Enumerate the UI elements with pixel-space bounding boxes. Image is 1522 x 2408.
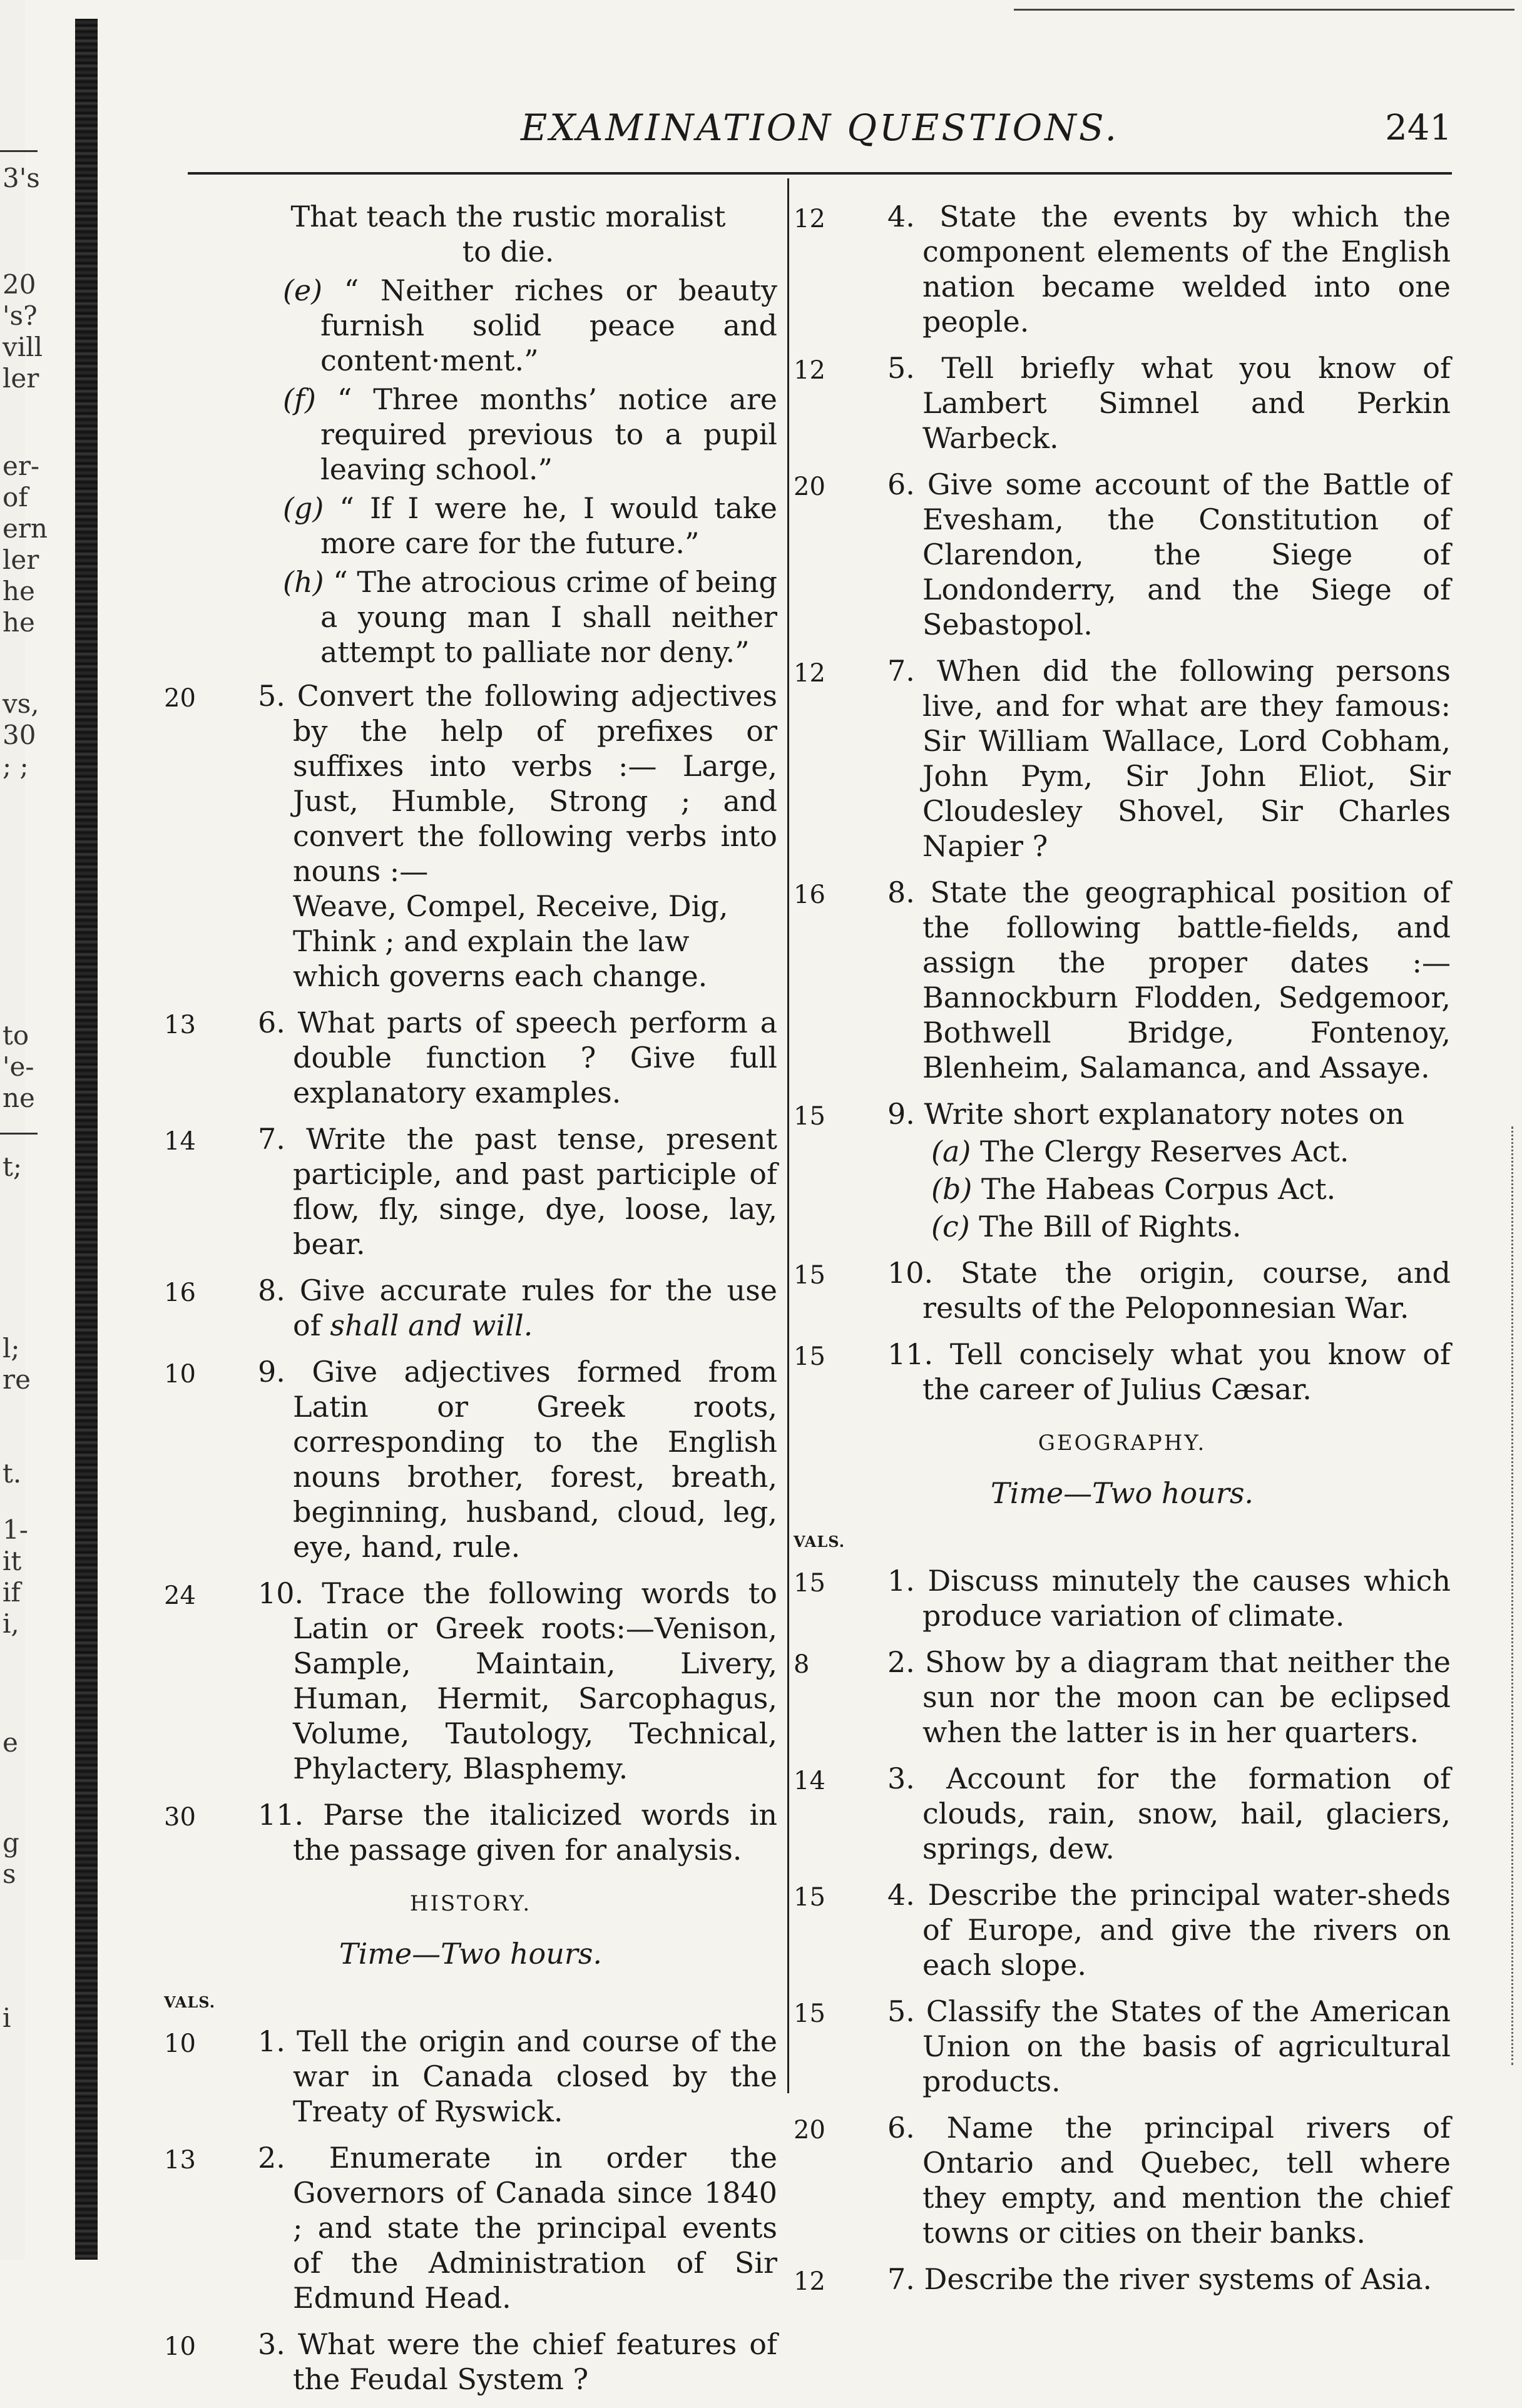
question (794, 1255, 1451, 1325)
question-text: State the events by which the component elements of the English nation became welded into one people. (922, 200, 1451, 339)
question-marks: 24 (164, 1581, 196, 1610)
item-label: (c) (931, 1210, 970, 1243)
question-number: 2. (258, 2141, 285, 2175)
edge-fragment: vs, (3, 688, 39, 719)
question-number: 1. (258, 2024, 285, 2058)
item-label: (a) (931, 1135, 971, 1168)
question-marks: 10 (164, 1360, 196, 1389)
question (794, 2110, 1451, 2250)
question-text: Give adjectives formed from Latin or Greek roots, corresponding to the English nouns brother, forest, breath, beginning, husband, cloud, leg, eye, hand, rule. (293, 1355, 777, 1564)
edge-fragment: 1- (3, 1514, 28, 1545)
question-marks: 10 (164, 2029, 196, 2058)
item-label: (e) (283, 273, 323, 307)
question-italic-text: shall and will. (330, 1309, 533, 1342)
question (164, 1005, 777, 1110)
question-number: 2. (887, 1645, 915, 1679)
question (794, 350, 1451, 456)
question-text: When did the following persons live, and for what are they famous: Sir William Wallace, Lord Cobham, John Pym, Sir John Eliot, Sir Cloudesley Shovel, Sir Charles Napier ? (922, 654, 1451, 863)
question-marks: 13 (164, 2146, 196, 2175)
question-number: 7. (887, 654, 915, 688)
question-text: Account for the formation of clouds, rain, snow, hail, glaciers, springs, dew. (922, 1762, 1451, 1865)
question-marks: 16 (164, 1278, 196, 1307)
question-marks: 14 (794, 1767, 825, 1795)
question-marks: 12 (794, 2267, 825, 2296)
edge-rule (0, 150, 38, 152)
question-number: 10. (887, 1256, 934, 1290)
question-marks: 8 (794, 1650, 810, 1679)
question-text: Convert the following adjectives by the help of prefixes or suffixes into verbs :— Large, Just, Humble, Strong ; and convert the following verbs into nouns :— (293, 679, 778, 888)
question-number: 3. (258, 2327, 285, 2361)
question (794, 875, 1451, 1085)
question-number: 4. (887, 200, 915, 233)
question-marks: 14 (164, 1127, 196, 1156)
question-number: 4. (887, 1878, 915, 1912)
edge-fragment: ler (3, 544, 39, 575)
question (164, 1797, 777, 1867)
question (794, 653, 1451, 864)
running-title: EXAMINATION QUESTIONS. (520, 106, 1120, 149)
question-marks: 15 (794, 1883, 825, 1912)
edge-fragment: re (3, 1364, 31, 1395)
question-marks: 15 (794, 1342, 825, 1371)
question (164, 1121, 777, 1262)
question-number: 11. (887, 1337, 934, 1371)
question-marks: 15 (794, 1569, 825, 1598)
question (164, 678, 777, 994)
edge-fragment: 's? (3, 300, 38, 331)
question-number: 7. (258, 1122, 285, 1156)
edge-fragment: s (3, 1859, 16, 1889)
question-text: What parts of speech perform a double function ? Give full explanatory examples. (293, 1006, 777, 1110)
verse-line: That teach the rustic moralist (290, 200, 726, 233)
edge-fragment: l; (3, 1333, 20, 1364)
item-text: “ Neither riches or beauty furnish solid peace and content·ment.” (320, 273, 778, 377)
question-marks: 12 (794, 356, 825, 385)
question (794, 1994, 1451, 2099)
edge-fragment: he (3, 576, 35, 606)
question-text: State the origin, course, and results of the Peloponnesian War. (922, 1256, 1451, 1325)
question-text: Write short explanatory notes on (924, 1097, 1404, 1131)
edge-fragment: g (3, 1827, 19, 1858)
item-label: (b) (931, 1172, 973, 1206)
edge-fragment: if (3, 1577, 21, 1608)
question-number: 11. (258, 1798, 304, 1832)
question-marks: 30 (164, 1803, 196, 1832)
analysis-item (164, 564, 777, 670)
edge-fragment: ne (3, 1083, 35, 1113)
edge-fragment: of (3, 482, 28, 513)
left-column (164, 199, 777, 2408)
question-number: 6. (887, 2111, 915, 2145)
item-label: (g) (283, 491, 324, 525)
edge-fragment: 3's (3, 163, 40, 193)
question (794, 1563, 1451, 1633)
item-label: (f) (283, 382, 316, 416)
question-text: Tell the origin and course of the war in Canada closed by the Treaty of Ryswick. (293, 2024, 777, 2128)
edge-fragment: i (3, 2002, 11, 2033)
item-text: The Habeas Corpus Act. (981, 1172, 1336, 1206)
question (164, 2140, 777, 2315)
question (794, 467, 1451, 642)
edge-fragment: t. (3, 1458, 22, 1489)
question-marks: 20 (794, 2116, 825, 2145)
question (794, 199, 1451, 339)
note-item (931, 1171, 1451, 1207)
question-text: Name the principal rivers of Ontario and Quebec, tell where they empty, and mention the chief towns or cities on their banks. (922, 2111, 1451, 2250)
edge-fragment: t; (3, 1151, 23, 1182)
question (164, 1354, 777, 1564)
question-number: 1. (887, 1564, 915, 1598)
question (164, 1273, 777, 1343)
item-text: The Clergy Reserves Act. (979, 1135, 1349, 1168)
analysis-item (164, 273, 777, 378)
question-text: State the geographical position of the following battle-fields, and assign the proper dates :—Bannockburn Flodden, Sedgemoor, Bothwell Bridge, Fontenoy, Blenheim, Salamanca, and Assaye. (922, 875, 1451, 1084)
question-text: What were the chief features of the Feudal System ? (293, 2327, 777, 2396)
vals-label: VALS. (794, 1533, 845, 1551)
item-text: “ The atrocious crime of being a young man I shall neither attempt to palliate nor deny.” (320, 565, 777, 669)
binding-gutter (75, 19, 98, 2260)
question-number: 6. (258, 1006, 285, 1039)
question-marks: 15 (794, 1261, 825, 1290)
question (794, 1645, 1451, 1750)
question-text: Tell concisely what you know of the career of Julius Cæsar. (922, 1337, 1451, 1406)
item-text: “ Three months’ notice are required previous to a pupil leaving school.” (320, 382, 778, 486)
question-marks: 16 (794, 880, 825, 909)
question (164, 1576, 777, 1786)
edge-fragment: ler (3, 363, 39, 394)
edge-fragment: e (3, 1727, 18, 1758)
question (164, 2024, 777, 2129)
edge-rule (0, 1133, 38, 1135)
question-marks: 12 (794, 205, 825, 233)
header-rule (188, 172, 1452, 175)
question-marks: 13 (164, 1011, 196, 1039)
question-text: Enumerate in order the Governors of Canada since 1840 ; and state the principal events of the Administration of Sir Edmund Head. (293, 2141, 777, 2315)
edge-fragment: 'e- (3, 1051, 34, 1082)
question-number: 5. (887, 1994, 915, 2028)
question-text: Show by a diagram that neither the sun nor the moon can be eclipsed when the latter is in her quarters. (922, 1645, 1451, 1749)
section-title: HISTORY. (409, 1891, 532, 1916)
question (794, 1096, 1451, 1131)
note-item (931, 1134, 1451, 1169)
question-marks: 20 (794, 472, 825, 501)
vals-label: VALS. (164, 1993, 216, 2011)
question (794, 2262, 1451, 2297)
question-text: Describe the river systems of Asia. (924, 2262, 1433, 2296)
question-number: 9. (887, 1097, 915, 1131)
section-time: Time—Two hours. (990, 1476, 1254, 1510)
question-text: Parse the italicized words in the passage given for analysis. (293, 1798, 777, 1867)
question-number: 5. (887, 351, 915, 385)
question-number: 8. (887, 875, 915, 909)
question-text: Give some account of the Battle of Evesham, the Constitution of Clarendon, the Siege of Londonderry, and the Siege of Sebastopol. (922, 467, 1451, 641)
right-page-edge (1511, 1126, 1522, 2065)
question-marks: 10 (164, 2332, 196, 2361)
question-text: Describe the principal water-sheds of Europe, and give the rivers on each slope. (922, 1878, 1451, 1982)
edge-fragment: ern (3, 513, 48, 544)
item-text: The Bill of Rights. (979, 1210, 1242, 1243)
page-header (188, 94, 1452, 156)
question-marks: 12 (794, 659, 825, 688)
question-number: 3. (887, 1762, 915, 1795)
question-text: Discuss minutely the causes which produce variation of climate. (922, 1564, 1451, 1633)
question-number: 7. (887, 2262, 915, 2296)
edge-fragment: ; ; (3, 751, 29, 782)
edge-fragment: it (3, 1546, 22, 1576)
note-list (794, 1134, 1451, 1244)
edge-fragment: he (3, 607, 35, 638)
question (794, 1337, 1451, 1407)
section-time: Time—Two hours. (339, 1937, 603, 1971)
edge-fragment: vill (3, 332, 43, 362)
question-marks: 20 (164, 684, 196, 713)
question-number: 6. (887, 467, 915, 501)
analysis-item (164, 491, 777, 561)
previous-page-edge (0, 125, 69, 2190)
edge-fragment: 20 (3, 269, 36, 300)
column-divider (787, 178, 789, 2093)
analysis-item (164, 382, 777, 487)
edge-fragment: er- (3, 451, 40, 481)
question-continuation: Weave, Compel, Receive, Dig, Think ; and explain the law which governs each change. (293, 889, 728, 993)
question-text: Classify the States of the American Union on the basis of agricultural products. (922, 1994, 1451, 2098)
question-number: 8. (258, 1273, 285, 1307)
top-border-rule (1014, 9, 1514, 11)
verse-line: to die. (462, 235, 554, 268)
section-title: GEOGRAPHY. (1038, 1431, 1207, 1456)
question-number: 5. (258, 679, 285, 713)
question-number: 10. (258, 1576, 304, 1610)
right-column (794, 199, 1451, 2308)
edge-fragment: 30 (3, 720, 36, 750)
edge-fragment: i, (3, 1608, 19, 1639)
question (794, 1761, 1451, 1866)
question-text: Trace the following words to Latin or Greek roots:—Venison, Sample, Maintain, Livery, Human, Hermit, Sarcophagus, Volume, Tautology, Technical, Phylactery, Blasphemy. (293, 1576, 777, 1785)
question-number: 9. (258, 1355, 285, 1389)
question-text: Tell briefly what you know of Lambert Simnel and Perkin Warbeck. (922, 351, 1451, 455)
edge-fragment: to (3, 1020, 29, 1051)
note-item (931, 1209, 1451, 1244)
question (794, 1877, 1451, 1982)
item-text: “ If I were he, I would take more care for the future.” (320, 491, 777, 560)
question (164, 2327, 777, 2397)
question-marks: 15 (794, 1102, 825, 1131)
page-number: 241 (1385, 108, 1452, 148)
question-text: Give accurate rules for the use of (293, 1273, 777, 1342)
question-marks: 15 (794, 1999, 825, 2028)
item-label: (h) (283, 565, 324, 599)
question-text: Write the past tense, present participle, and past participle of flow, fly, singe, dye, loose, lay, bear. (293, 1122, 778, 1261)
